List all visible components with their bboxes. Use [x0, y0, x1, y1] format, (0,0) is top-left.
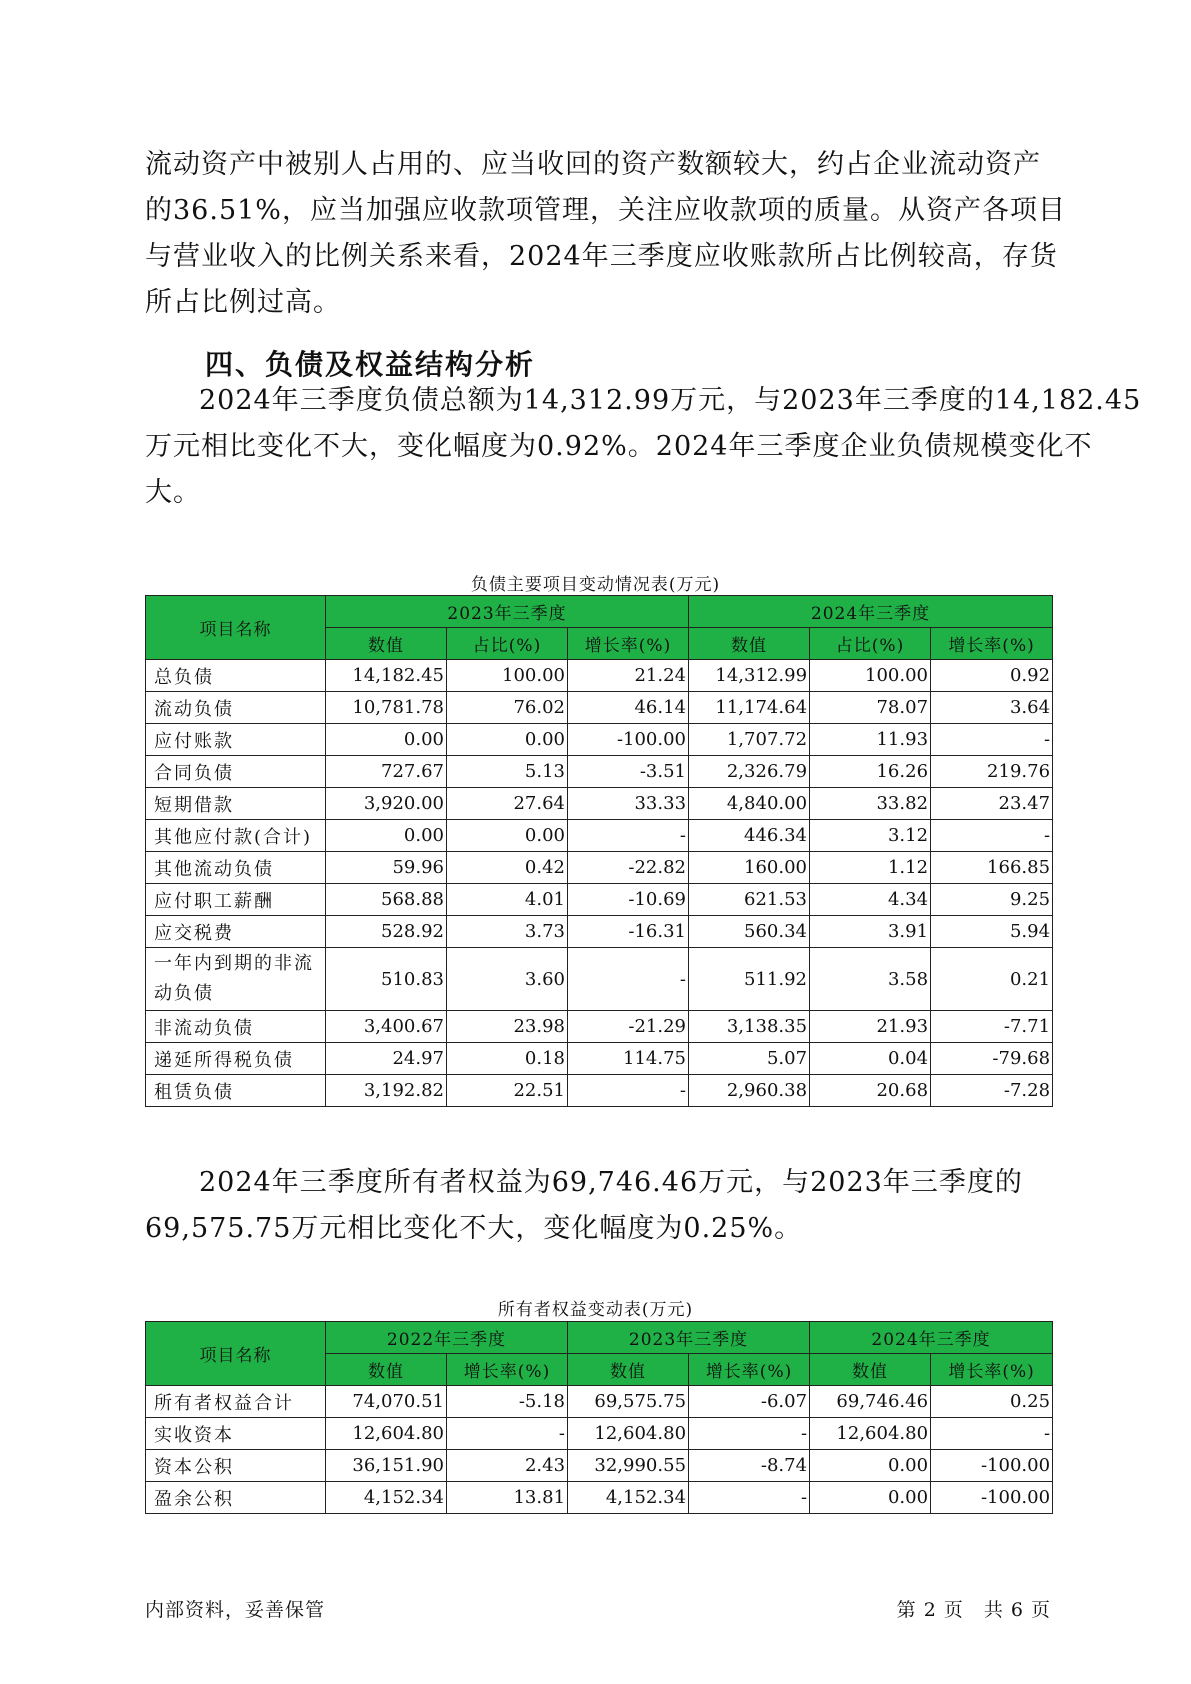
table-cell: 33.33 [568, 788, 689, 820]
row-label: 其他流动负债 [146, 852, 326, 884]
table-cell: 3,138.35 [689, 1011, 810, 1043]
table-cell: 24.97 [326, 1043, 447, 1075]
table-cell: -21.29 [568, 1011, 689, 1043]
table-cell: - [447, 1418, 568, 1450]
table-cell: - [931, 1418, 1053, 1450]
item-name-header: 项目名称 [146, 1322, 326, 1386]
sub-header: 数值 [326, 1354, 447, 1386]
footer-page-number: 第 2 页 共 6 页 [896, 1599, 1051, 1621]
table-row [146, 1482, 1053, 1514]
row-label: 总负债 [146, 660, 326, 692]
table-cell: 33.82 [810, 788, 931, 820]
row-label: 应交税费 [146, 916, 326, 948]
sub-header: 增长率(%) [689, 1354, 810, 1386]
intro-paragraph [145, 142, 1066, 326]
table-cell: -100.00 [931, 1482, 1053, 1514]
row-label: 递延所得税负债 [146, 1043, 326, 1075]
table-cell: 0.00 [447, 724, 568, 756]
table-cell: 727.67 [326, 756, 447, 788]
table-cell: 69,746.46 [810, 1386, 931, 1418]
table-cell: 2,326.79 [689, 756, 810, 788]
table-cell: -8.74 [689, 1450, 810, 1482]
item-name-header: 项目名称 [146, 596, 326, 660]
table-cell: 0.00 [810, 1450, 931, 1482]
table-cell: 2.43 [447, 1450, 568, 1482]
table-row [146, 1450, 1053, 1482]
row-label: 租赁负债 [146, 1075, 326, 1107]
row-label: 短期借款 [146, 788, 326, 820]
table-cell: -5.18 [447, 1386, 568, 1418]
table-cell: 0.18 [447, 1043, 568, 1075]
sub-header: 数值 [568, 1354, 689, 1386]
row-label: 一年内到期的非流动负债 [146, 948, 326, 1011]
table-cell: 22.51 [447, 1075, 568, 1107]
liability-table-body [146, 660, 1053, 1107]
table-cell: 1,707.72 [689, 724, 810, 756]
table-cell: 446.34 [689, 820, 810, 852]
table-cell: -7.28 [931, 1075, 1053, 1107]
sub-header: 占比(%) [447, 628, 568, 660]
table-cell: -16.31 [568, 916, 689, 948]
table-cell: 166.85 [931, 852, 1053, 884]
table-cell: - [568, 1075, 689, 1107]
table-row [146, 948, 1053, 1011]
equity-paragraph [145, 1160, 1050, 1252]
liability-table-caption: 负债主要项目变动情况表(万元) [470, 575, 721, 595]
table-cell: 3,920.00 [326, 788, 447, 820]
table-cell: 3,400.67 [326, 1011, 447, 1043]
table-row [146, 660, 1053, 692]
table-row [146, 820, 1053, 852]
table-cell: 3.73 [447, 916, 568, 948]
paragraph-line: 大。 [145, 477, 201, 508]
table-cell: 528.92 [326, 916, 447, 948]
row-label: 流动负债 [146, 692, 326, 724]
table-cell: 4,152.34 [326, 1482, 447, 1514]
table-cell: - [689, 1482, 810, 1514]
table-row [146, 724, 1053, 756]
liability-table [145, 595, 1053, 1107]
table-row [146, 916, 1053, 948]
period-header: 2023年三季度 [568, 1322, 810, 1354]
table-cell: 13.81 [447, 1482, 568, 1514]
table-cell: 3.12 [810, 820, 931, 852]
row-label: 合同负债 [146, 756, 326, 788]
equity-table-caption: 所有者权益变动表(万元) [497, 1300, 694, 1320]
sub-header: 增长率(%) [568, 628, 689, 660]
table-cell: 10,781.78 [326, 692, 447, 724]
liability-paragraph [145, 378, 1142, 516]
table-row [146, 756, 1053, 788]
table-cell: 560.34 [689, 916, 810, 948]
table-cell: 114.75 [568, 1043, 689, 1075]
table-cell: 46.14 [568, 692, 689, 724]
table-cell: -22.82 [568, 852, 689, 884]
table-cell: 0.42 [447, 852, 568, 884]
row-label: 非流动负债 [146, 1011, 326, 1043]
table-cell: 510.83 [326, 948, 447, 1011]
sub-header: 数值 [810, 1354, 931, 1386]
table-cell: -100.00 [568, 724, 689, 756]
table-cell: 5.07 [689, 1043, 810, 1075]
section-heading: 四、负债及权益结构分析 [205, 348, 536, 381]
table-cell: 21.93 [810, 1011, 931, 1043]
row-label: 盈余公积 [146, 1482, 326, 1514]
table-cell: 0.00 [326, 820, 447, 852]
table-cell: - [568, 948, 689, 1011]
table-row [146, 1075, 1053, 1107]
table-cell: -6.07 [689, 1386, 810, 1418]
table-row [146, 1386, 1053, 1418]
table-cell: 23.47 [931, 788, 1053, 820]
table-cell: 11,174.64 [689, 692, 810, 724]
sub-header: 增长率(%) [931, 1354, 1053, 1386]
table-cell: -10.69 [568, 884, 689, 916]
footer-confidential-note: 内部资料，妥善保管 [145, 1599, 326, 1621]
paragraph-line: 与营业收入的比例关系来看，2024年三季度应收账款所占比例较高，存货 [145, 241, 1058, 272]
paragraph-line: 流动资产中被别人占用的、应当收回的资产数额较大，约占企业流动资产 [145, 149, 1041, 180]
table-cell: -7.71 [931, 1011, 1053, 1043]
row-label: 其他应付款(合计) [146, 820, 326, 852]
table-cell: 69,575.75 [568, 1386, 689, 1418]
table-row [146, 692, 1053, 724]
sub-header: 增长率(%) [931, 628, 1053, 660]
table-cell: 0.25 [931, 1386, 1053, 1418]
table-cell: 160.00 [689, 852, 810, 884]
table-cell: 23.98 [447, 1011, 568, 1043]
table-cell: 0.00 [447, 820, 568, 852]
table-row [146, 852, 1053, 884]
table-cell: 0.21 [931, 948, 1053, 1011]
period-header: 2022年三季度 [326, 1322, 568, 1354]
paragraph-line: 2024年三季度所有者权益为69,746.46万元，与2023年三季度的 [199, 1167, 1023, 1198]
table-cell: - [568, 820, 689, 852]
period-header: 2024年三季度 [810, 1322, 1053, 1354]
table-cell: 12,604.80 [568, 1418, 689, 1450]
table-cell: 78.07 [810, 692, 931, 724]
table-cell: 12,604.80 [326, 1418, 447, 1450]
period-header: 2024年三季度 [689, 596, 1053, 628]
sub-header: 数值 [689, 628, 810, 660]
period-header: 2023年三季度 [326, 596, 689, 628]
table-cell: 100.00 [810, 660, 931, 692]
table-row [146, 1418, 1053, 1450]
table-cell: -3.51 [568, 756, 689, 788]
table-cell: 74,070.51 [326, 1386, 447, 1418]
row-label: 实收资本 [146, 1418, 326, 1450]
row-label: 所有者权益合计 [146, 1386, 326, 1418]
table-cell: 12,604.80 [810, 1418, 931, 1450]
paragraph-line: 万元相比变化不大，变化幅度为0.92%。2024年三季度企业负债规模变化不 [145, 431, 1093, 462]
equity-table [145, 1321, 1053, 1514]
row-label: 资本公积 [146, 1450, 326, 1482]
table-cell: 2,960.38 [689, 1075, 810, 1107]
table-cell: 32,990.55 [568, 1450, 689, 1482]
table-cell: 4.34 [810, 884, 931, 916]
equity-table-body [146, 1386, 1053, 1514]
table-cell: 4,840.00 [689, 788, 810, 820]
table-cell: 219.76 [931, 756, 1053, 788]
sub-header: 增长率(%) [447, 1354, 568, 1386]
table-cell: 0.00 [326, 724, 447, 756]
table-cell: 3,192.82 [326, 1075, 447, 1107]
table-row [146, 1011, 1053, 1043]
table-cell: 59.96 [326, 852, 447, 884]
table-cell: 4.01 [447, 884, 568, 916]
table-cell: -79.68 [931, 1043, 1053, 1075]
table-cell: 27.64 [447, 788, 568, 820]
table-cell: - [931, 724, 1053, 756]
table-cell: 1.12 [810, 852, 931, 884]
table-cell: 0.04 [810, 1043, 931, 1075]
row-label: 应付职工薪酬 [146, 884, 326, 916]
table-row [146, 884, 1053, 916]
table-cell: 5.13 [447, 756, 568, 788]
table-cell: 9.25 [931, 884, 1053, 916]
table-cell: 16.26 [810, 756, 931, 788]
table-cell: 3.60 [447, 948, 568, 1011]
table-cell: - [689, 1418, 810, 1450]
table-cell: 14,312.99 [689, 660, 810, 692]
sub-header: 数值 [326, 628, 447, 660]
paragraph-line: 2024年三季度负债总额为14,312.99万元，与2023年三季度的14,182.45 [199, 385, 1142, 416]
paragraph-line: 所占比例过高。 [145, 287, 341, 318]
table-cell: 3.58 [810, 948, 931, 1011]
table-cell: 4,152.34 [568, 1482, 689, 1514]
table-cell: - [931, 820, 1053, 852]
table-cell: 621.53 [689, 884, 810, 916]
table-row [146, 1043, 1053, 1075]
table-cell: 76.02 [447, 692, 568, 724]
table-row [146, 788, 1053, 820]
paragraph-line: 69,575.75万元相比变化不大，变化幅度为0.25%。 [145, 1213, 803, 1244]
table-cell: 0.92 [931, 660, 1053, 692]
table-cell: 21.24 [568, 660, 689, 692]
table-cell: 511.92 [689, 948, 810, 1011]
row-label: 应付账款 [146, 724, 326, 756]
paragraph-line: 的36.51%，应当加强应收款项管理，关注应收款项的质量。从资产各项目 [145, 195, 1066, 226]
table-cell: 3.64 [931, 692, 1053, 724]
table-cell: 3.91 [810, 916, 931, 948]
table-cell: 36,151.90 [326, 1450, 447, 1482]
table-cell: -100.00 [931, 1450, 1053, 1482]
table-cell: 100.00 [447, 660, 568, 692]
table-cell: 11.93 [810, 724, 931, 756]
table-cell: 568.88 [326, 884, 447, 916]
table-cell: 0.00 [810, 1482, 931, 1514]
table-cell: 20.68 [810, 1075, 931, 1107]
sub-header: 占比(%) [810, 628, 931, 660]
table-cell: 14,182.45 [326, 660, 447, 692]
table-cell: 5.94 [931, 916, 1053, 948]
